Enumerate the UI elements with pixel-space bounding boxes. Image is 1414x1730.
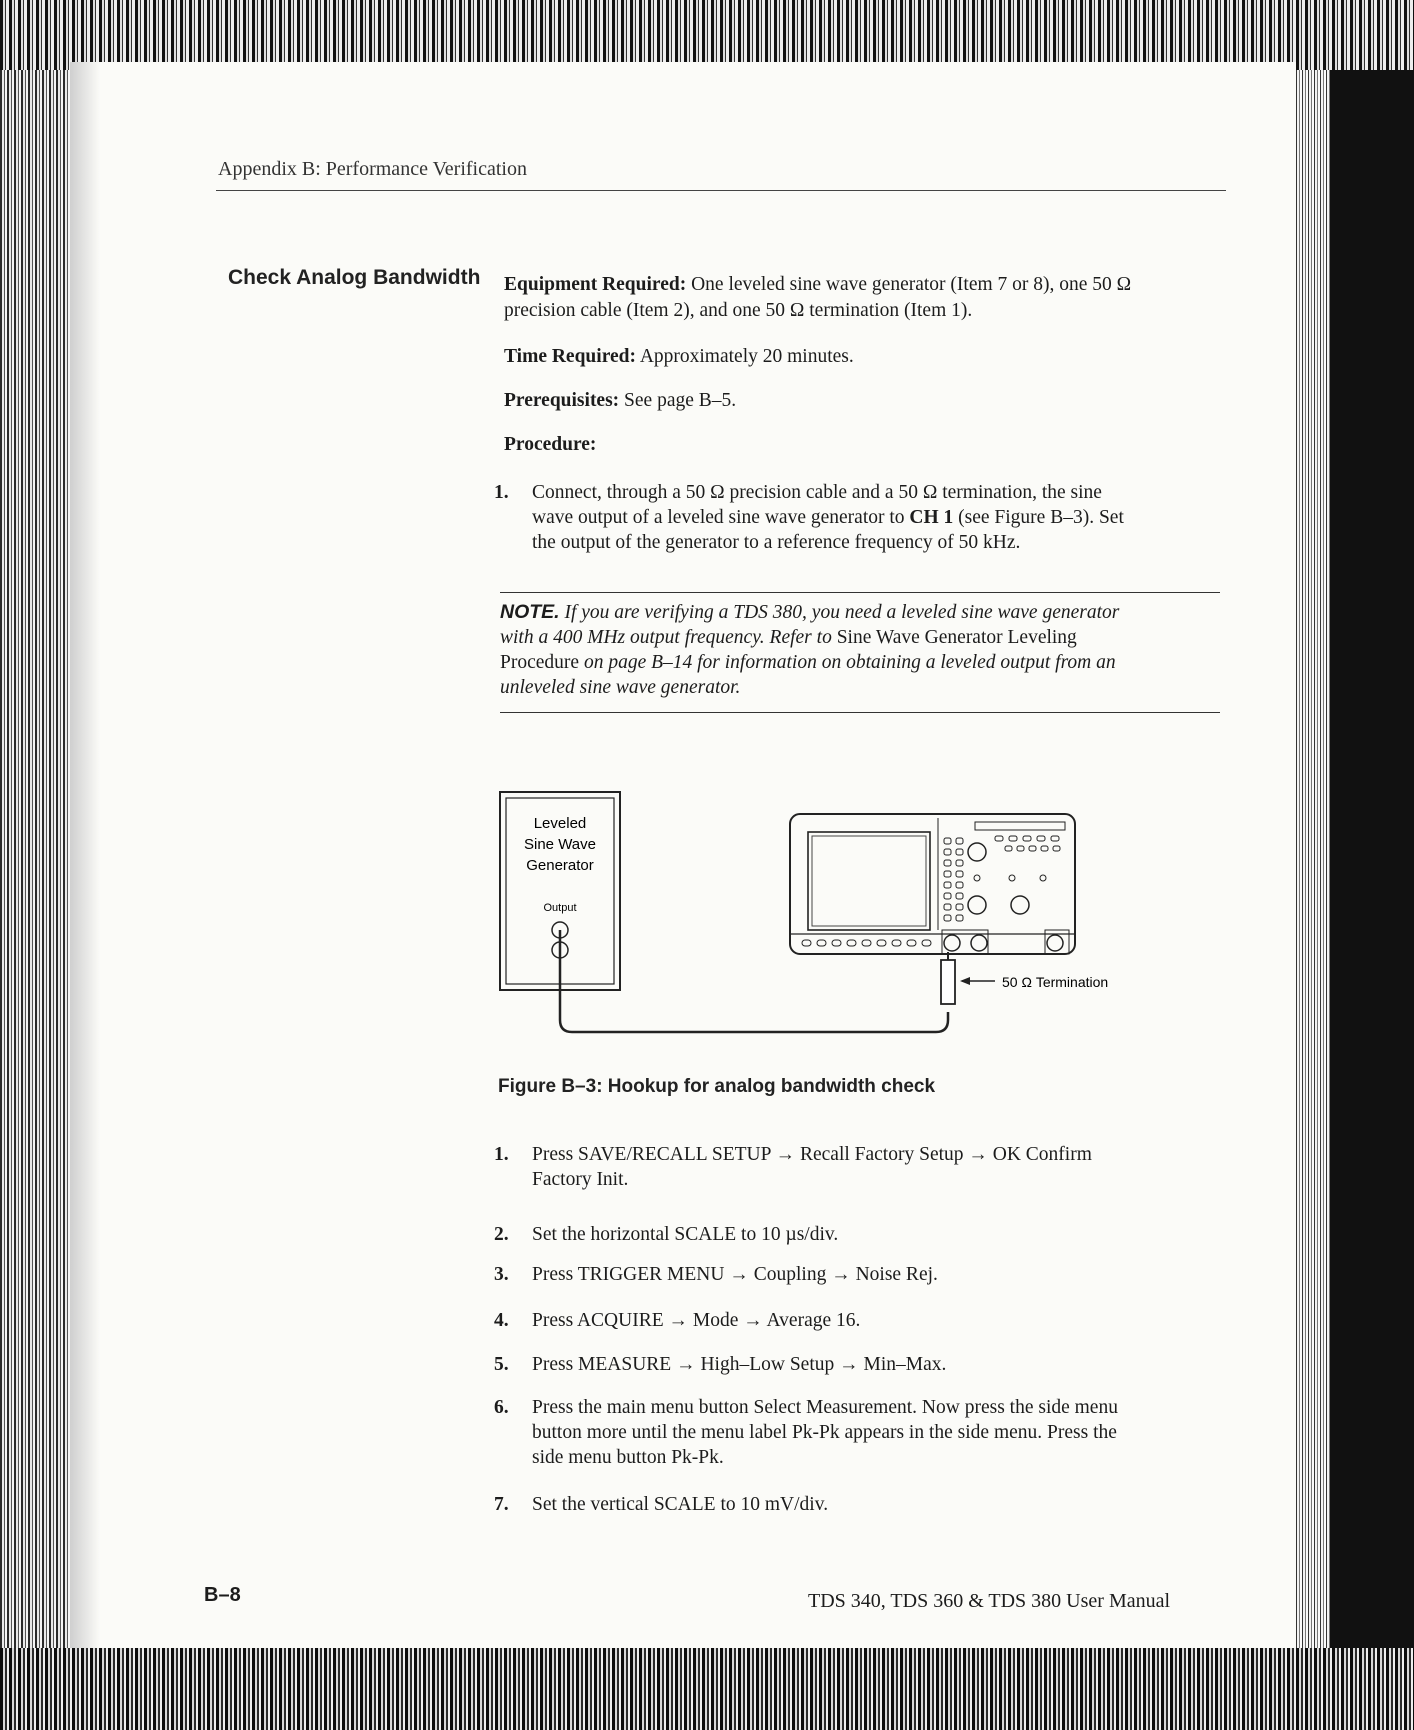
note-text-2: with a 400 MHz output frequency. Refer to	[500, 627, 837, 648]
time-required	[504, 344, 1224, 370]
scope-button	[944, 882, 951, 888]
step-text: Press ACQUIRE → Mode → Average 16.	[532, 1310, 861, 1331]
equipment-required	[504, 272, 1224, 324]
scan-stripe-right	[1296, 60, 1330, 1660]
scope-button	[956, 860, 963, 866]
note-rule-top	[500, 592, 1220, 593]
step-text: Set the horizontal SCALE to 10 µs/div.	[532, 1224, 839, 1245]
figure-caption: Figure B–3: Hookup for analog bandwidth check	[498, 1076, 936, 1097]
step-text: Press the main menu button Select Measurement. Now press the side menu	[532, 1397, 1118, 1418]
scope-button	[956, 849, 963, 855]
termination-label: 50 Ω Termination	[1002, 974, 1109, 990]
note-text-1: If you are verifying a TDS 380, you need a leveled sine wave generator	[564, 602, 1120, 623]
scope-button	[1037, 836, 1045, 841]
cable-line	[560, 930, 948, 1032]
scope-button	[1017, 846, 1024, 851]
scope-button	[862, 940, 871, 946]
procedure-step	[494, 1142, 1224, 1192]
hookup-diagram	[490, 780, 1170, 1040]
step-number: 1.	[494, 1144, 509, 1165]
scope-button	[944, 871, 951, 877]
procedure-step	[494, 1395, 1224, 1470]
note-rule-bottom	[500, 712, 1220, 713]
step-text: Press SAVE/RECALL SETUP → Recall Factory Setup → OK Confirm	[532, 1144, 1092, 1165]
equipment-text-1: One leveled sine wave generator (Item 7 or 8), one 50 Ω	[691, 274, 1132, 295]
scan-border-top	[0, 0, 1414, 70]
scope-button	[956, 838, 963, 844]
scope-button	[1005, 846, 1012, 851]
procedure-step	[494, 1222, 1224, 1247]
step-text: button more until the menu label Pk-Pk appears in the side menu. Press the	[532, 1422, 1117, 1443]
procedure-step	[494, 1308, 1224, 1333]
connect-line-2c: (see Figure B–3). Set	[953, 507, 1124, 528]
scope-button	[922, 940, 931, 946]
connect-line-1: Connect, through a 50 Ω precision cable and a 50 Ω termination, the sine	[532, 482, 1102, 503]
note-ref-2: Procedure	[500, 652, 580, 673]
note-text-3: on page B–14 for information on obtaining a leveled output from an	[579, 652, 1116, 673]
note-text-4: unleveled sine wave generator.	[500, 677, 741, 698]
step-text: side menu button Pk-Pk.	[532, 1447, 724, 1468]
step-number: 4.	[494, 1310, 509, 1331]
step-text: Press TRIGGER MENU → Coupling → Noise Rej.	[532, 1264, 938, 1285]
scope-button-row	[802, 940, 931, 946]
scan-border-bottom	[0, 1648, 1414, 1730]
output-label: Output	[543, 902, 577, 914]
header-rule	[216, 190, 1226, 191]
scope-button	[802, 940, 811, 946]
scope-button	[1051, 836, 1059, 841]
generator-label-3: Generator	[526, 857, 594, 874]
prereq-label: Prerequisites:	[504, 390, 620, 411]
scope-button	[956, 915, 963, 921]
scope-button	[1029, 846, 1036, 851]
scope-button	[956, 871, 963, 877]
generator-label-1: Leveled	[533, 815, 587, 832]
scope-button	[817, 940, 826, 946]
step-number: 6.	[494, 1397, 509, 1418]
running-header: Appendix B: Performance Verification	[218, 158, 527, 180]
prerequisites	[504, 388, 1224, 414]
note-block	[500, 600, 1224, 700]
scope-button	[877, 940, 886, 946]
scope-button	[944, 860, 951, 866]
procedure-step	[494, 1352, 1224, 1377]
scope-button	[944, 838, 951, 844]
connect-line-2a: wave output of a leveled sine wave generator to	[532, 507, 910, 528]
connect-line-2b: CH 1	[909, 507, 954, 528]
procedure-label: Procedure:	[504, 434, 597, 455]
section-title: Check Analog Bandwidth	[228, 266, 481, 289]
step-text: Set the vertical SCALE to 10 mV/div.	[532, 1494, 829, 1515]
scope-button	[1041, 846, 1048, 851]
scope-button	[1009, 836, 1017, 841]
page-number: B–8	[204, 1584, 241, 1606]
step-number: 2.	[494, 1224, 509, 1245]
generator-label-2: Sine Wave	[524, 836, 596, 853]
scope-button	[956, 882, 963, 888]
scope-button	[944, 915, 951, 921]
equipment-label: Equipment Required:	[504, 274, 687, 295]
scope-button	[995, 836, 1003, 841]
note-label: NOTE.	[500, 601, 560, 623]
oscilloscope-drawing	[790, 814, 1075, 954]
step-number: 7.	[494, 1494, 509, 1515]
procedure-heading	[504, 432, 1224, 458]
time-label: Time Required:	[504, 346, 636, 367]
step-text: Press MEASURE → High–Low Setup → Min–Max.	[532, 1354, 947, 1375]
step-number: 1.	[494, 482, 509, 503]
scope-button	[956, 904, 963, 910]
scan-border-right	[1330, 0, 1414, 1730]
step-number: 5.	[494, 1354, 509, 1375]
time-text: Approximately 20 minutes.	[639, 346, 854, 367]
scope-button	[1053, 846, 1060, 851]
scope-button	[956, 893, 963, 899]
scope-button	[847, 940, 856, 946]
prereq-text: See page B–5.	[624, 390, 737, 411]
scope-button	[832, 940, 841, 946]
connect-step	[494, 480, 1224, 555]
scope-button	[944, 904, 951, 910]
connect-line-3: the output of the generator to a reference frequency of 50 kHz.	[532, 532, 1021, 553]
scope-button	[1023, 836, 1031, 841]
procedure-step	[494, 1492, 1224, 1517]
scope-button	[892, 940, 901, 946]
scope-button-grid	[944, 836, 1060, 921]
step-number: 3.	[494, 1264, 509, 1285]
procedure-step	[494, 1262, 1224, 1287]
equipment-text-2: precision cable (Item 2), and one 50 Ω termination (Item 1).	[504, 300, 973, 321]
step-text: Factory Init.	[532, 1169, 629, 1190]
scope-button	[944, 849, 951, 855]
note-ref-1: Sine Wave Generator Leveling	[836, 627, 1077, 648]
termination-icon	[941, 960, 955, 1004]
scope-button	[944, 893, 951, 899]
manual-title: TDS 340, TDS 360 & TDS 380 User Manual	[808, 1590, 1171, 1612]
page-edge-shadow	[70, 62, 100, 1650]
scope-button	[907, 940, 916, 946]
